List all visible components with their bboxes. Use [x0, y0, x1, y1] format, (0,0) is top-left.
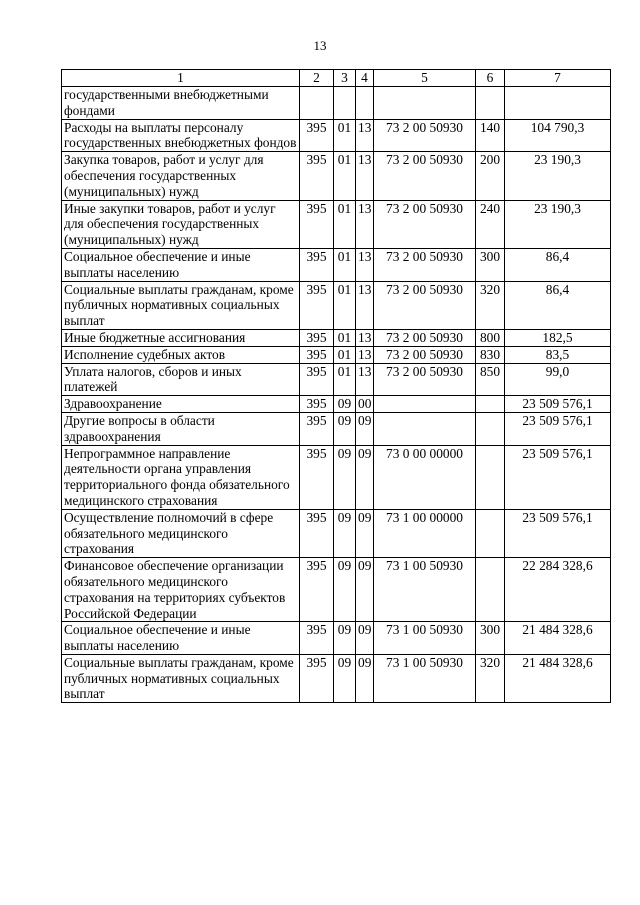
- row-name: Иные бюджетные ассигнования: [62, 329, 300, 346]
- row-rz: 01: [334, 152, 356, 200]
- row-sum: 22 284 328,6: [505, 558, 611, 622]
- row-name: Социальное обеспечение и иные выплаты населению: [62, 248, 300, 281]
- table-row: [62, 346, 611, 363]
- row-sum: 86,4: [505, 281, 611, 329]
- row-gr: 395: [300, 346, 334, 363]
- row-vr: 300: [476, 622, 505, 655]
- table-row: [62, 119, 611, 152]
- row-rz: 09: [334, 412, 356, 445]
- table-row: [62, 363, 611, 396]
- row-csr: 73 1 00 50930: [374, 654, 476, 702]
- row-gr: 395: [300, 248, 334, 281]
- row-csr: 73 2 00 50930: [374, 281, 476, 329]
- row-vr: [476, 396, 505, 413]
- row-vr: 240: [476, 200, 505, 248]
- row-pr: 00: [356, 396, 374, 413]
- table-row: [62, 654, 611, 702]
- row-pr: 13: [356, 281, 374, 329]
- row-gr: 395: [300, 119, 334, 152]
- table-body: [62, 87, 611, 703]
- header-col-4: 4: [356, 70, 374, 87]
- row-csr: 73 0 00 00000: [374, 445, 476, 509]
- row-sum: 99,0: [505, 363, 611, 396]
- row-rz: 01: [334, 329, 356, 346]
- row-csr: 73 2 00 50930: [374, 346, 476, 363]
- row-pr: 13: [356, 329, 374, 346]
- table-row: [62, 87, 611, 120]
- row-pr: 09: [356, 654, 374, 702]
- row-csr: 73 2 00 50930: [374, 248, 476, 281]
- row-vr: 800: [476, 329, 505, 346]
- row-sum: 182,5: [505, 329, 611, 346]
- row-rz: 01: [334, 363, 356, 396]
- table-row: [62, 248, 611, 281]
- header-col-7: 7: [505, 70, 611, 87]
- row-name: Здравоохранение: [62, 396, 300, 413]
- table-row: [62, 152, 611, 200]
- row-name: Социальные выплаты гражданам, кроме публичных нормативных социальных выплат: [62, 281, 300, 329]
- row-name: Социальное обеспечение и иные выплаты населению: [62, 622, 300, 655]
- row-gr: [300, 87, 334, 120]
- row-csr: 73 1 00 50930: [374, 622, 476, 655]
- row-gr: 395: [300, 363, 334, 396]
- row-pr: 09: [356, 509, 374, 557]
- row-gr: 395: [300, 396, 334, 413]
- row-csr: [374, 396, 476, 413]
- row-gr: 395: [300, 329, 334, 346]
- row-csr: 73 2 00 50930: [374, 200, 476, 248]
- row-rz: 09: [334, 654, 356, 702]
- header-col-5: 5: [374, 70, 476, 87]
- row-sum: 23 509 576,1: [505, 509, 611, 557]
- table-row: [62, 329, 611, 346]
- budget-table: [61, 69, 611, 703]
- row-vr: 140: [476, 119, 505, 152]
- row-sum: 21 484 328,6: [505, 622, 611, 655]
- row-csr: 73 2 00 50930: [374, 152, 476, 200]
- row-vr: [476, 509, 505, 557]
- row-sum: 23 190,3: [505, 152, 611, 200]
- row-pr: 09: [356, 558, 374, 622]
- row-pr: 09: [356, 445, 374, 509]
- row-vr: [476, 558, 505, 622]
- table-row: [62, 622, 611, 655]
- row-pr: 13: [356, 119, 374, 152]
- row-csr: 73 1 00 50930: [374, 558, 476, 622]
- row-vr: 850: [476, 363, 505, 396]
- row-sum: 23 509 576,1: [505, 445, 611, 509]
- row-gr: 395: [300, 558, 334, 622]
- row-csr: [374, 412, 476, 445]
- row-sum: 21 484 328,6: [505, 654, 611, 702]
- row-gr: 395: [300, 152, 334, 200]
- row-name: Исполнение судебных актов: [62, 346, 300, 363]
- row-vr: [476, 87, 505, 120]
- row-pr: 13: [356, 248, 374, 281]
- header-col-6: 6: [476, 70, 505, 87]
- row-gr: 395: [300, 412, 334, 445]
- row-name: Финансовое обеспечение организации обязательного медицинского страхования на территориях субъектов Российской Федерации: [62, 558, 300, 622]
- row-csr: 73 2 00 50930: [374, 329, 476, 346]
- row-sum: 23 509 576,1: [505, 412, 611, 445]
- row-pr: 13: [356, 152, 374, 200]
- row-sum: 23 509 576,1: [505, 396, 611, 413]
- row-rz: 01: [334, 200, 356, 248]
- row-rz: 01: [334, 346, 356, 363]
- row-sum: 23 190,3: [505, 200, 611, 248]
- row-gr: 395: [300, 281, 334, 329]
- row-vr: 830: [476, 346, 505, 363]
- row-name: Уплата налогов, сборов и иных платежей: [62, 363, 300, 396]
- row-name: Закупка товаров, работ и услуг для обеспечения государственных (муниципальных) нужд: [62, 152, 300, 200]
- row-pr: 09: [356, 622, 374, 655]
- row-rz: [334, 87, 356, 120]
- row-vr: 320: [476, 281, 505, 329]
- row-vr: [476, 445, 505, 509]
- row-vr: 320: [476, 654, 505, 702]
- row-pr: 13: [356, 363, 374, 396]
- header-col-3: 3: [334, 70, 356, 87]
- row-gr: 395: [300, 200, 334, 248]
- row-vr: 200: [476, 152, 505, 200]
- row-sum: 86,4: [505, 248, 611, 281]
- row-rz: 01: [334, 281, 356, 329]
- row-vr: 300: [476, 248, 505, 281]
- row-name: Непрограммное направление деятельности органа управления территориального фонда обязательного медицинского страхования: [62, 445, 300, 509]
- table-row: [62, 200, 611, 248]
- row-rz: 01: [334, 248, 356, 281]
- row-sum: [505, 87, 611, 120]
- row-gr: 395: [300, 445, 334, 509]
- row-vr: [476, 412, 505, 445]
- row-pr: [356, 87, 374, 120]
- row-sum: 104 790,3: [505, 119, 611, 152]
- row-rz: 09: [334, 622, 356, 655]
- header-col-1: 1: [62, 70, 300, 87]
- row-csr: 73 2 00 50930: [374, 119, 476, 152]
- page-number: 13: [313, 38, 327, 53]
- table-row: [62, 558, 611, 622]
- row-gr: 395: [300, 509, 334, 557]
- table-row: [62, 396, 611, 413]
- row-name: Иные закупки товаров, работ и услуг для обеспечения государственных (муниципальных) нужд: [62, 200, 300, 248]
- row-sum: 83,5: [505, 346, 611, 363]
- row-pr: 13: [356, 200, 374, 248]
- row-gr: 395: [300, 654, 334, 702]
- table-row: [62, 281, 611, 329]
- row-rz: 09: [334, 396, 356, 413]
- row-csr: 73 2 00 50930: [374, 363, 476, 396]
- row-name: Расходы на выплаты персоналу государственных внебюджетных фондов: [62, 119, 300, 152]
- header-row: [62, 70, 611, 87]
- row-pr: 13: [356, 346, 374, 363]
- row-csr: [374, 87, 476, 120]
- row-name: государственными внебюджетными фондами: [62, 87, 300, 120]
- header-col-2: 2: [300, 70, 334, 87]
- table-row: [62, 445, 611, 509]
- row-rz: 09: [334, 445, 356, 509]
- table-row: [62, 412, 611, 445]
- row-rz: 01: [334, 119, 356, 152]
- row-csr: 73 1 00 00000: [374, 509, 476, 557]
- row-rz: 09: [334, 509, 356, 557]
- row-rz: 09: [334, 558, 356, 622]
- row-name: Осуществление полномочий в сфере обязательного медицинского страхования: [62, 509, 300, 557]
- row-gr: 395: [300, 622, 334, 655]
- row-name: Социальные выплаты гражданам, кроме публичных нормативных социальных выплат: [62, 654, 300, 702]
- table-row: [62, 509, 611, 557]
- row-name: Другие вопросы в области здравоохранения: [62, 412, 300, 445]
- row-pr: 09: [356, 412, 374, 445]
